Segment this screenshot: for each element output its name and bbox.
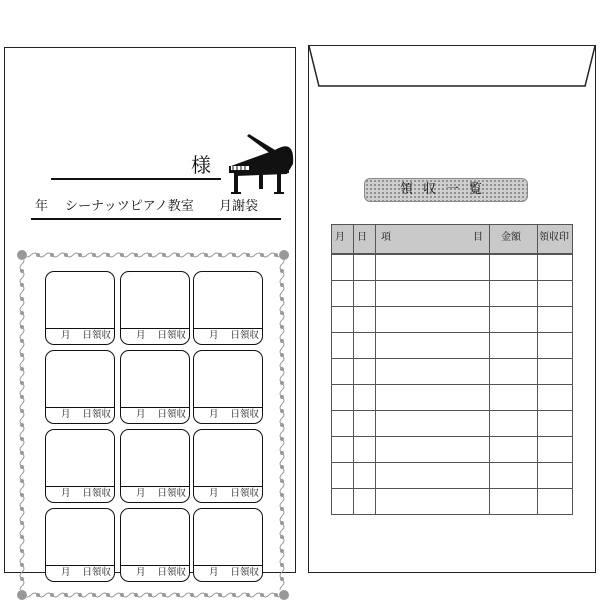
table-row-line xyxy=(331,384,573,385)
col-amount: 金額 xyxy=(501,232,521,243)
footer-day-receipt-label: 日領収 xyxy=(157,488,186,499)
table-column-line xyxy=(572,224,573,514)
table-row-line xyxy=(331,280,573,281)
footer-month-label: 月 xyxy=(135,330,146,341)
title-underline xyxy=(31,218,281,220)
footer-day-receipt-label: 日領収 xyxy=(82,488,111,499)
col-item-left: 項 xyxy=(381,232,391,243)
table-row-line xyxy=(331,254,573,255)
receipt-cell-footer xyxy=(46,328,114,344)
receipt-cell xyxy=(120,508,190,582)
table-column-line xyxy=(489,224,490,514)
footer-day-receipt-label: 日領収 xyxy=(157,567,186,578)
receipt-cell xyxy=(45,271,115,345)
receipt-cell xyxy=(193,350,263,424)
receipt-cell-footer xyxy=(46,407,114,423)
recipient-suffix: 様 xyxy=(191,153,211,177)
receipt-cell-footer xyxy=(121,565,189,581)
receipt-cell xyxy=(193,508,263,582)
table-column-line xyxy=(537,224,538,514)
receipt-cell-footer xyxy=(194,407,262,423)
receipt-cell xyxy=(45,350,115,424)
receipt-cell-footer xyxy=(121,328,189,344)
receipt-cell xyxy=(120,429,190,503)
receipt-cell xyxy=(45,508,115,582)
footer-day-receipt-label: 日領収 xyxy=(230,409,259,420)
col-receipt-stamp: 領収印 xyxy=(539,232,569,243)
receipt-cell-footer xyxy=(194,565,262,581)
footer-day-receipt-label: 日領収 xyxy=(157,330,186,341)
receipt-ledger-table xyxy=(331,224,573,514)
table-row-line xyxy=(331,410,573,411)
footer-month-label: 月 xyxy=(60,567,71,578)
receipt-cell xyxy=(45,429,115,503)
receipt-cell-footer xyxy=(46,565,114,581)
footer-month-label: 月 xyxy=(60,488,71,499)
recipient-name-line xyxy=(51,178,221,180)
footer-month-label: 月 xyxy=(135,567,146,578)
table-row-line xyxy=(331,462,573,463)
col-item-right: 目 xyxy=(473,232,483,243)
col-month: 月 xyxy=(335,232,345,243)
title-school: シーナッツピアノ教室 xyxy=(65,199,194,214)
table-row-line xyxy=(331,332,573,333)
title-envelope-label: 月謝袋 xyxy=(219,199,259,214)
footer-month-label: 月 xyxy=(60,330,71,341)
table-row-line xyxy=(331,306,573,307)
title-year: 年 xyxy=(35,199,49,214)
footer-day-receipt-label: 日領収 xyxy=(82,567,111,578)
footer-day-receipt-label: 日領収 xyxy=(230,488,259,499)
table-row-line xyxy=(331,358,573,359)
envelope-front xyxy=(4,47,296,578)
ledger-title: 領収一覧 xyxy=(364,178,528,202)
envelope-title xyxy=(35,198,295,216)
receipt-cell xyxy=(193,429,263,503)
footer-day-receipt-label: 日領収 xyxy=(82,330,111,341)
table-column-line xyxy=(331,224,332,514)
table-row-line xyxy=(331,436,573,437)
envelope-flap xyxy=(309,46,595,88)
grand-piano-icon xyxy=(225,130,297,196)
footer-month-label: 月 xyxy=(60,409,71,420)
receipt-cell-footer xyxy=(46,486,114,502)
footer-month-label: 月 xyxy=(135,488,146,499)
footer-day-receipt-label: 日領収 xyxy=(230,330,259,341)
receipt-cell xyxy=(193,271,263,345)
footer-month-label: 月 xyxy=(208,488,219,499)
receipt-cell-footer xyxy=(121,486,189,502)
table-row-line xyxy=(331,514,573,515)
footer-month-label: 月 xyxy=(208,409,219,420)
monthly-receipt-grid xyxy=(45,271,265,586)
footer-month-label: 月 xyxy=(208,567,219,578)
receipt-cell xyxy=(120,350,190,424)
table-column-line xyxy=(375,224,376,514)
table-row-line xyxy=(331,488,573,489)
footer-day-receipt-label: 日領収 xyxy=(230,567,259,578)
col-day: 日 xyxy=(357,232,367,243)
footer-month-label: 月 xyxy=(135,409,146,420)
receipt-cell xyxy=(120,271,190,345)
footer-day-receipt-label: 日領収 xyxy=(157,409,186,420)
receipt-cell-footer xyxy=(194,328,262,344)
receipt-cell-footer xyxy=(194,486,262,502)
envelope-back xyxy=(308,45,596,573)
receipt-cell-footer xyxy=(121,407,189,423)
table-column-line xyxy=(353,224,354,514)
footer-month-label: 月 xyxy=(208,330,219,341)
footer-day-receipt-label: 日領収 xyxy=(82,409,111,420)
